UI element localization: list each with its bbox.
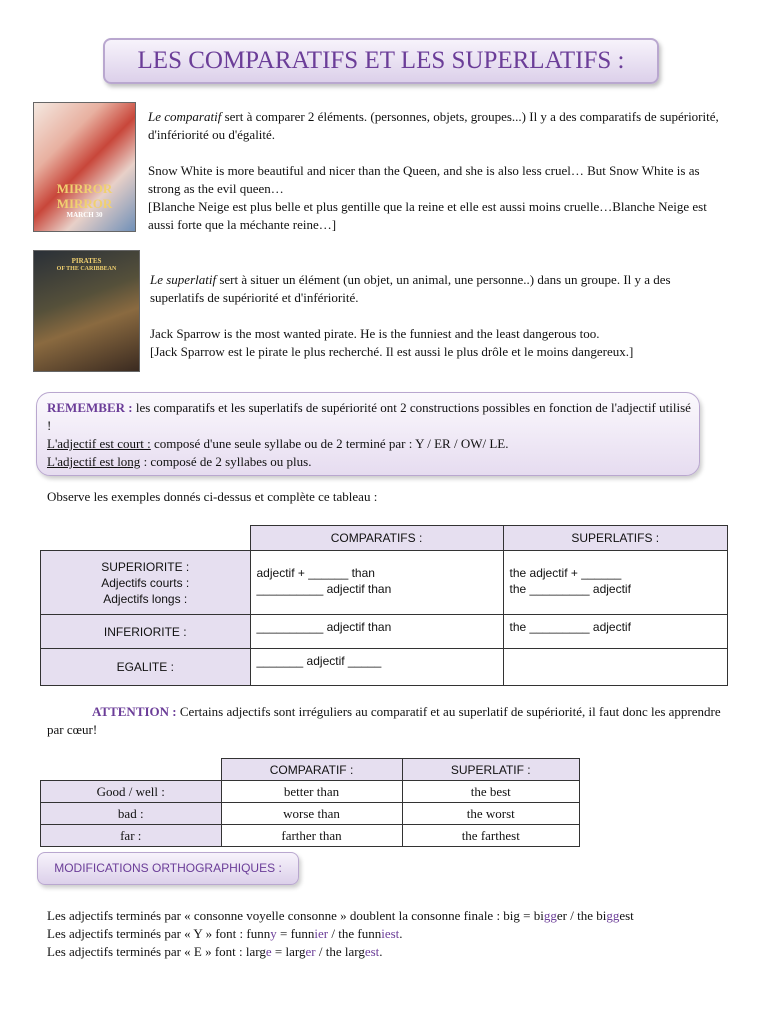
court-text: composé d'une seule syllabe ou de 2 terminé par : Y / ER / OW/ LE. <box>150 436 509 451</box>
attention-text: Certains adjectifs sont irréguliers au comparatif et au superlatif de supériorité, il faut donc les apprendre par cœur! <box>47 704 721 737</box>
label-adjectifs-courts: Adjectifs courts : <box>101 575 190 590</box>
bad-comparatif: worse than <box>221 803 402 825</box>
instruction-text: Observe les exemples donnés ci-dessus et complète ce tableau : <box>47 489 378 504</box>
empty-corner-cell <box>41 526 251 551</box>
modifications-title: MODIFICATIONS ORTHOGRAPHIQUES : <box>37 852 299 885</box>
empty-corner-cell <box>41 759 222 781</box>
good-comparatif: better than <box>221 781 402 803</box>
pirates-poster-image <box>33 250 140 372</box>
row-good-well: Good / well : <box>41 781 222 803</box>
comparatif-example-en: Snow White is more beautiful and nicer than the Queen, and she is also less cruel… But Snow White is as strong as the evil queen… <box>148 163 700 196</box>
poster2-title-line2: OF THE CARIBBEAN <box>56 266 117 272</box>
rule-double-consonant: Les adjectifs terminés par « consonne voyelle consonne » doublent la consonne finale : big = bigger / the biggest <box>47 908 634 923</box>
spelling-rules <box>47 907 737 961</box>
poster2-title-line1: PIRATES <box>71 257 102 265</box>
superlatif-definition: sert à situer un élément (un objet, un animal, une personne..) dans un groupe. Il y a des superlatifs de supériorité et d'infériorité. <box>150 272 671 305</box>
far-comparatif: farther than <box>221 825 402 847</box>
comp-long-formula: __________ adjectif than <box>256 582 392 596</box>
cell-egalite-comparatif: _______ adjectif _____ <box>250 649 503 686</box>
poster-title-line1: MIRROR <box>56 181 113 196</box>
comparatif-term: Le comparatif <box>148 109 222 124</box>
remember-label: REMEMBER : <box>47 400 133 415</box>
header-superlatifs: SUPERLATIFS : <box>503 526 728 551</box>
header-superlatif: SUPERLATIF : <box>402 759 580 781</box>
comp-court-formula: adjectif + ______ than <box>256 566 375 580</box>
row-head-egalite: EGALITE : <box>41 649 251 686</box>
cell-inferiorite-comparatif: __________ adjectif than <box>250 615 503 649</box>
superlatif-example-en: Jack Sparrow is the most wanted pirate. He is the funniest and the least dangerous too. <box>150 326 600 341</box>
cell-superiorite-superlatif <box>503 551 728 615</box>
court-label: L'adjectif est court : <box>47 436 151 451</box>
long-label: L'adjectif est long <box>47 454 141 469</box>
cell-inferiorite-superlatif: the _________ adjectif <box>503 615 728 649</box>
cell-egalite-superlatif <box>503 649 728 686</box>
remember-text: les comparatifs et les superlatifs de supériorité ont 2 constructions possibles en fonction de l'adjectif utilisé ! <box>47 400 691 433</box>
superlatif-section <box>150 271 720 361</box>
comparatif-definition: sert à comparer 2 éléments. (personnes, objets, groupes...) Il y a des comparatifs de supériorité, d'infériorité ou d'égalité. <box>148 109 719 142</box>
bad-superlatif: the worst <box>402 803 580 825</box>
header-comparatifs: COMPARATIFS : <box>250 526 503 551</box>
attention-paragraph <box>47 703 727 739</box>
header-comparatif: COMPARATIF : <box>221 759 402 781</box>
comparatif-example-fr: [Blanche Neige est plus belle et plus gentille que la reine et elle est aussi moins cruelle…Blanche Neige est aussi forte que la méchante reine…] <box>148 199 707 232</box>
exercise-table <box>40 525 728 686</box>
attention-label: ATTENTION : <box>92 704 177 719</box>
good-superlatif: the best <box>402 781 580 803</box>
comparatif-section <box>148 108 728 234</box>
poster-title-line2: MIRROR <box>56 196 113 211</box>
irregular-table <box>40 758 580 847</box>
cell-superiorite-comparatif <box>250 551 503 615</box>
long-text: : composé de 2 syllabes ou plus. <box>140 454 312 469</box>
mirror-mirror-poster-image <box>33 102 136 232</box>
label-adjectifs-longs: Adjectifs longs : <box>103 591 188 606</box>
sup-long-formula: the _________ adjectif <box>509 582 631 596</box>
poster-date: MARCH 30 <box>66 211 103 219</box>
row-head-superiorite <box>41 551 251 615</box>
sup-court-formula: the adjectif + ______ <box>509 566 622 580</box>
label-superiorite: SUPERIORITE : <box>101 559 190 574</box>
page-title: LES COMPARATIFS ET LES SUPERLATIFS : <box>103 38 659 84</box>
row-head-inferiorite: INFERIORITE : <box>41 615 251 649</box>
row-far: far : <box>41 825 222 847</box>
remember-box <box>36 392 700 476</box>
superlatif-example-fr: [Jack Sparrow est le pirate le plus recherché. Il est aussi le plus drôle et le moins dangereux.] <box>150 344 634 359</box>
superlatif-term: Le superlatif <box>150 272 217 287</box>
rule-e-ending: Les adjectifs terminés par « E » font : large = larger / the largest. <box>47 944 383 959</box>
far-superlatif: the farthest <box>402 825 580 847</box>
rule-y-ending: Les adjectifs terminés par « Y » font : funny = funnier / the funniest. <box>47 926 403 941</box>
row-bad: bad : <box>41 803 222 825</box>
